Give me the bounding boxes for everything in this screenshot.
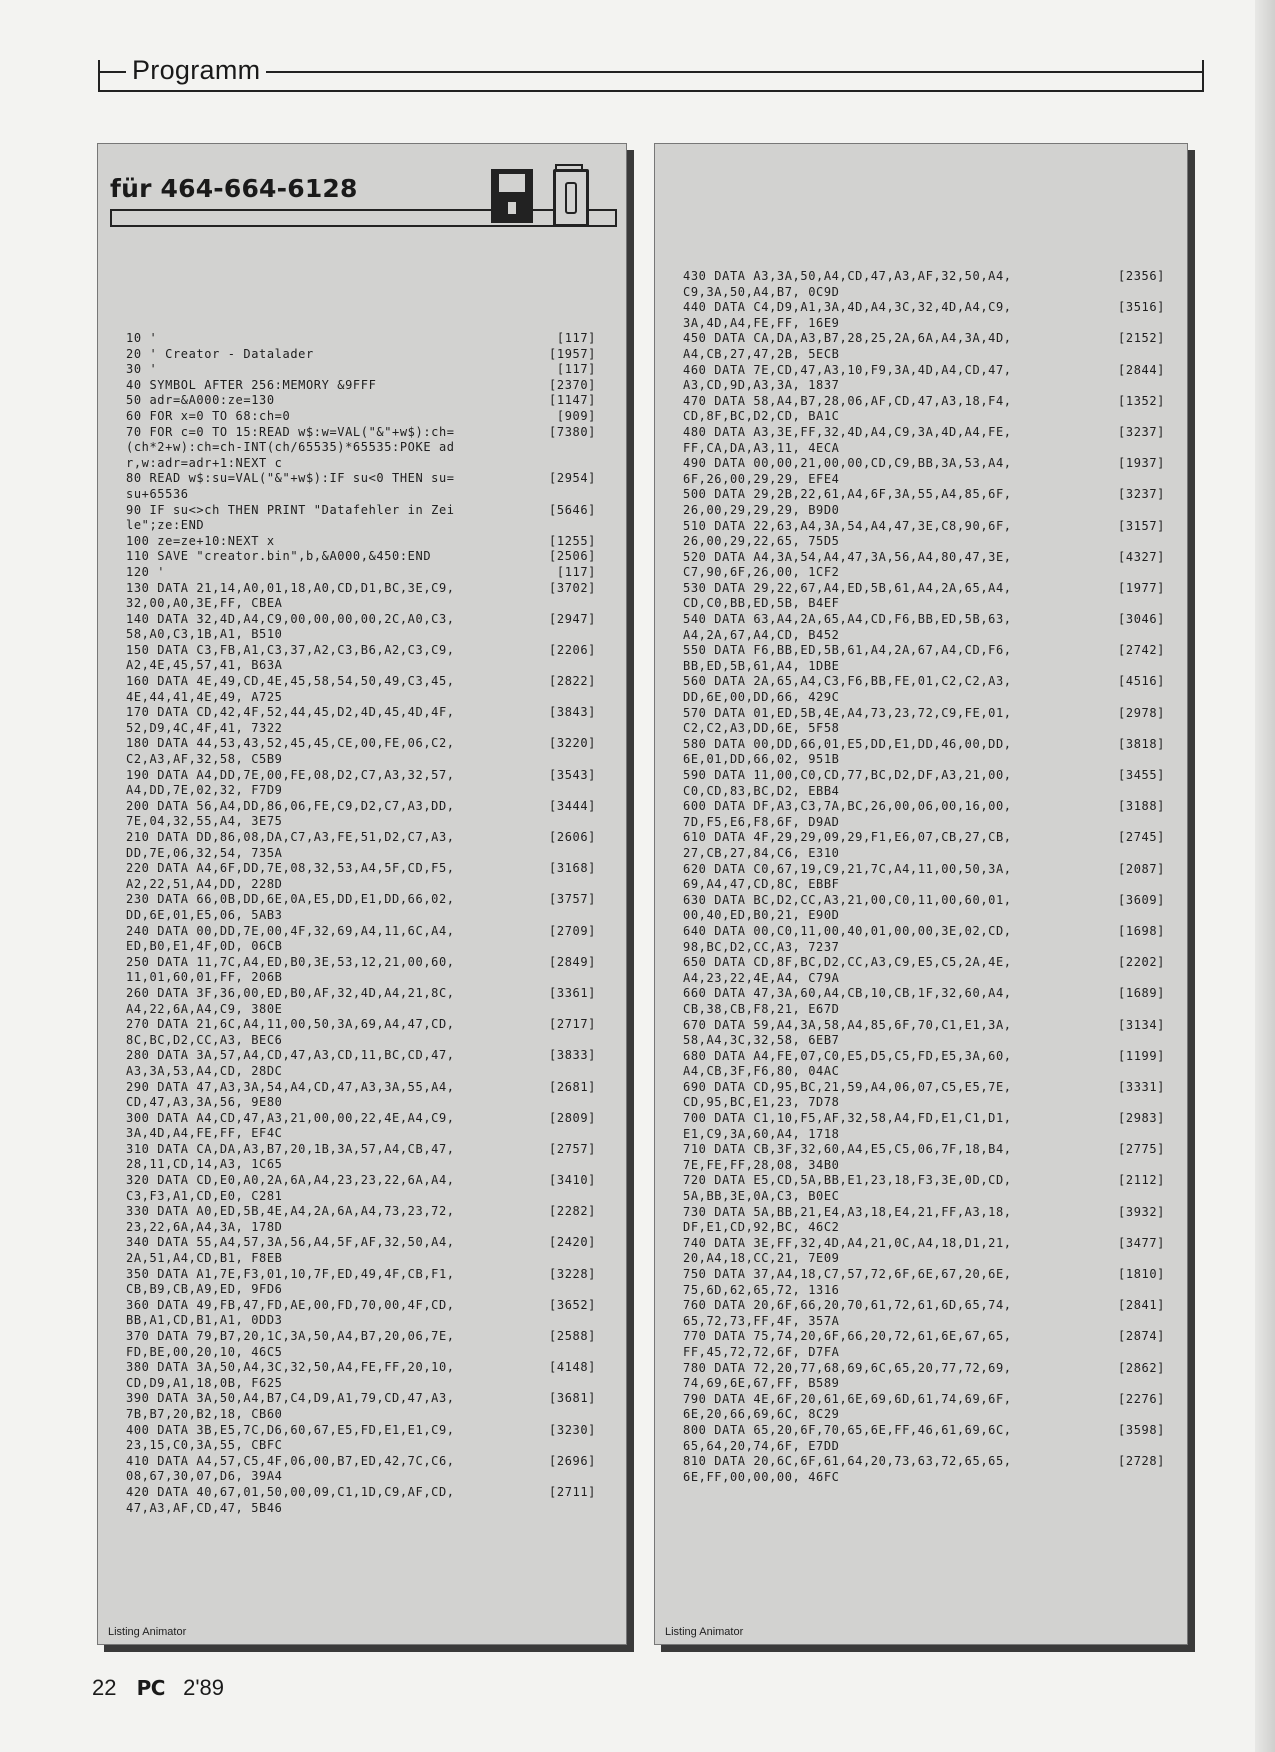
listing-checksum: [2822] [549, 674, 596, 689]
listing-checksum: [2356] [1118, 269, 1165, 283]
listing-code: 470 DATA 58,A4,B7,28,06,AF,CD,47,A3,18,F4, CD,8F,BC,D2,CD, BA1C [683, 393, 1012, 424]
title-rule [110, 209, 617, 227]
listing-code: 670 DATA 59,A4,3A,58,A4,85,6F,70,C1,E1,3A, 58,A4,3C,32,58, 6EB7 [683, 1017, 1012, 1048]
listing-line [126, 549, 596, 565]
listing-checksum: [7380] [549, 424, 596, 439]
listing-line [126, 1048, 596, 1079]
listing-checksum: [2983] [1118, 1111, 1165, 1126]
listing-line [126, 1142, 596, 1173]
listing-code: 100 ze=ze+10:NEXT x [126, 533, 275, 548]
listing-checksum: [909] [556, 408, 596, 423]
listing-checksum: [1147] [549, 393, 596, 408]
listing-code: 120 ' [126, 564, 166, 579]
listing-checksum: [3237] [1118, 424, 1165, 439]
listing-checksum: [3410] [549, 1173, 596, 1188]
listing-checksum: [1352] [1118, 393, 1165, 408]
listing-line [126, 768, 596, 799]
listing-checksum: [2978] [1118, 705, 1165, 720]
listing-line [126, 565, 596, 581]
listing-code: 130 DATA 21,14,A0,01,18,A0,CD,D1,BC,3E,C9, 32,00,A0,3E,FF, CBEA [126, 580, 455, 611]
listing-checksum: [2370] [549, 377, 596, 392]
listing-checksum: [3932] [1118, 1204, 1165, 1219]
listing-line [683, 269, 1165, 300]
listing-line [683, 1049, 1165, 1080]
listing-checksum: [1255] [549, 533, 596, 548]
listing-checksum: [2282] [549, 1204, 596, 1219]
listing-line [683, 363, 1165, 394]
listing-line [683, 1080, 1165, 1111]
listing-code: 490 DATA 00,00,21,00,00,CD,C9,BB,3A,53,A4, 6F,26,00,29,29, EFE4 [683, 456, 1012, 486]
listing-checksum: [3361] [549, 985, 596, 1000]
listing-line [683, 799, 1165, 830]
listing-line [683, 893, 1165, 924]
listing-checksum: [3455] [1118, 768, 1165, 782]
listing-code: 150 DATA C3,FB,A1,C3,37,A2,C3,B6,A2,C3,C9, A2,4E,45,57,41, B63A [126, 642, 455, 673]
listing-line [683, 1142, 1165, 1173]
listing-code: 530 DATA 29,22,67,A4,ED,5B,61,A4,2A,65,A4, CD,C0,BB,ED,5B, B4EF [683, 580, 1012, 611]
listing-checksum: [2745] [1118, 830, 1165, 845]
listing-checksum: [3230] [549, 1422, 596, 1437]
listing-checksum: [4327] [1118, 549, 1165, 564]
listing-code: 520 DATA A4,3A,54,A4,47,3A,56,A4,80,47,3E, C7,90,6F,26,00, 1CF2 [683, 549, 1012, 580]
listing-checksum: [4516] [1118, 674, 1165, 689]
listing-line [126, 1111, 596, 1142]
listing-code: 550 DATA F6,BB,ED,5B,61,A4,2A,67,A4,CD,F6, BB,ED,5B,61,A4, 1DBE [683, 643, 1012, 673]
listing-checksum: [2506] [549, 549, 596, 564]
listing-code: 600 DATA DF,A3,C3,7A,BC,26,00,06,00,16,00, 7D,F5,E6,F8,6F, D9AD [683, 799, 1012, 829]
listing-code: 270 DATA 21,6C,A4,11,00,50,3A,69,A4,47,CD, 8C,BC,D2,CC,A3, BEC6 [126, 1017, 455, 1047]
listing-code: 500 DATA 29,2B,22,61,A4,6F,3A,55,A4,85,6F, 26,00,29,29,29, B9D0 [683, 487, 1012, 517]
listing-line [126, 643, 596, 674]
listing-line [683, 1329, 1165, 1360]
listing-line [126, 1173, 596, 1204]
listing-checksum: [3228] [549, 1266, 596, 1281]
listing-code: 140 DATA 32,4D,A4,C9,00,00,00,00,2C,A0,C3, 58,A0,C3,1B,A1, B510 [126, 611, 455, 642]
listing-line [683, 331, 1165, 362]
listing-checksum: [1957] [549, 346, 596, 361]
listing-code: 630 DATA BC,D2,CC,A3,21,00,C0,11,00,60,01, 00,40,ED,B0,21, E90D [683, 892, 1012, 923]
listing-code: 410 DATA A4,57,C5,4F,06,00,B7,ED,42,7C,C6, 08,67,30,07,D6, 39A4 [126, 1453, 455, 1484]
listing-checksum: [2809] [549, 1110, 596, 1125]
listing-code: 440 DATA C4,D9,A1,3A,4D,A4,3C,32,4D,A4,C9, 3A,4D,A4,FE,FF, 16E9 [683, 300, 1012, 330]
listing-checksum: [3652] [549, 1297, 596, 1312]
listing-checksum: [2152] [1118, 331, 1165, 346]
listing-code: 380 DATA 3A,50,A4,3C,32,50,A4,FE,FF,20,10, CD,D9,A1,18,0B, F625 [126, 1360, 455, 1390]
listing-checksum: [3046] [1118, 612, 1165, 627]
listing-code: 360 DATA 49,FB,47,FD,AE,00,FD,70,00,4F,CD, BB,A1,CD,B1,A1, 0DD3 [126, 1297, 455, 1328]
listing-line [126, 393, 596, 409]
listing-line [126, 331, 596, 347]
listing-line [126, 892, 596, 923]
listing-checksum: [2841] [1118, 1298, 1165, 1313]
listing-code: 800 DATA 65,20,6F,70,65,6E,FF,46,61,69,6C, 65,64,20,74,6F, E7DD [683, 1422, 1012, 1453]
listing-checksum: [1937] [1118, 456, 1165, 471]
listing-code: 60 FOR x=0 TO 68:ch=0 [126, 408, 291, 423]
listing-code: 50 adr=&A000:ze=130 [126, 393, 275, 408]
listing-code: 730 DATA 5A,BB,21,E4,A3,18,E4,21,FF,A3,18, DF,E1,CD,92,BC, 46C2 [683, 1204, 1012, 1235]
listing-code: 300 DATA A4,CD,47,A3,21,00,00,22,4E,A4,C9, 3A,4D,A4,FE,FF, EF4C [126, 1110, 455, 1141]
listing-checksum: [2709] [549, 923, 596, 938]
listing-checksum: [2717] [549, 1017, 596, 1032]
magazine-logo: PC [136, 1676, 165, 1700]
listing-code: 220 DATA A4,6F,DD,7E,08,32,53,A4,5F,CD,F5, A2,22,51,A4,DD, 228D [126, 861, 455, 891]
listing-line [683, 456, 1165, 487]
listing-line [683, 394, 1165, 425]
listing-checksum: [2849] [549, 954, 596, 969]
listing-code: 90 IF su<>ch THEN PRINT "Datafehler in Zei le";ze:END [126, 502, 455, 533]
listing-checksum: [117] [556, 331, 596, 345]
listing-line [683, 1018, 1165, 1049]
listing-code: 770 DATA 75,74,20,6F,66,20,72,61,6E,67,65, FF,45,72,72,6F, D7FA [683, 1329, 1012, 1359]
listing-line [683, 706, 1165, 737]
listing-checksum: [2588] [549, 1329, 596, 1343]
listing-code: 610 DATA 4F,29,29,09,29,F1,E6,07,CB,27,CB, 27,CB,27,84,C6, E310 [683, 830, 1012, 860]
listing-line [683, 1173, 1165, 1204]
listing-checksum: [3681] [549, 1391, 596, 1406]
listing-checksum: [3444] [549, 798, 596, 813]
listing-line [126, 705, 596, 736]
listing-checksum: [5646] [549, 502, 596, 517]
listing-line [126, 1454, 596, 1485]
listing-line [683, 830, 1165, 861]
listing-checksum: [3237] [1118, 487, 1165, 502]
listing-code: 160 DATA 4E,49,CD,4E,45,58,54,50,49,C3,45, 4E,44,41,4E,49, A725 [126, 674, 455, 704]
listing-line [126, 534, 596, 550]
listing-line [126, 861, 596, 892]
listing-code: 180 DATA 44,53,43,52,45,45,CE,00,FE,06,C2, C2,A3,AF,32,58, C5B9 [126, 736, 455, 767]
listing-line [683, 643, 1165, 674]
page-edge [1255, 0, 1275, 1752]
listing-checksum: [3188] [1118, 799, 1165, 814]
listing-code: 560 DATA 2A,65,A4,C3,F6,BB,FE,01,C2,C2,A3, DD,6E,00,DD,66, 429C [683, 674, 1012, 705]
listing-code: 650 DATA CD,8F,BC,D2,CC,A3,C9,E5,C5,2A,4E, A4,23,22,4E,A4, C79A [683, 955, 1012, 985]
listing-checksum: [2775] [1118, 1142, 1165, 1157]
listing-line [683, 550, 1165, 581]
listing-line [126, 1329, 596, 1360]
listing-checksum: [4148] [549, 1360, 596, 1375]
listing-line [683, 986, 1165, 1017]
listing-code: 590 DATA 11,00,C0,CD,77,BC,D2,DF,A3,21,00, C0,CD,83,BC,D2, EBB4 [683, 768, 1012, 798]
listing-code: 760 DATA 20,6F,66,20,70,61,72,61,6D,65,74, 65,72,73,FF,4F, 357A [683, 1298, 1012, 1328]
listing-line [126, 471, 596, 502]
listing-line [126, 799, 596, 830]
page-number: 22 [92, 1675, 117, 1700]
listing-checksum: [2711] [549, 1484, 596, 1499]
listing-code: 810 DATA 20,6C,6F,61,64,20,73,63,72,65,65, 6E,FF,00,00,00, 46FC [683, 1454, 1012, 1484]
listing-code: 620 DATA C0,67,19,C9,21,7C,A4,11,00,50,3A, 69,A4,47,CD,8C, EBBF [683, 861, 1012, 892]
listing-code: 720 DATA E5,CD,5A,BB,E1,23,18,F3,3E,0D,CD, 5A,BB,3E,0A,C3, B0EC [683, 1173, 1012, 1204]
listing-line [126, 581, 596, 612]
listing-code: 400 DATA 3B,E5,7C,D6,60,67,E5,FD,E1,E1,C9, 23,15,C0,3A,55, CBFC [126, 1422, 455, 1453]
floppy-disk-icon [491, 169, 533, 223]
listing-code: 570 DATA 01,ED,5B,4E,A4,73,23,72,C9,FE,01, C2,C2,A3,DD,6E, 5F58 [683, 705, 1012, 736]
listing-code: 750 DATA 37,A4,18,C7,57,72,6F,6E,67,20,6E, 75,6D,62,65,72, 1316 [683, 1267, 1012, 1297]
listing-checksum: [3134] [1118, 1017, 1165, 1032]
issue-label: 2'89 [183, 1675, 224, 1700]
page-footer [92, 1675, 224, 1701]
listing-code: 30 ' [126, 362, 158, 377]
listing-line [683, 1361, 1165, 1392]
listing-checksum: [3843] [549, 705, 596, 720]
listing-checksum: [3543] [549, 767, 596, 782]
listing-line [126, 1423, 596, 1454]
listing-checksum: [3818] [1118, 736, 1165, 751]
listing-line [126, 612, 596, 643]
listing-line [683, 1454, 1165, 1485]
listing-checksum: [3168] [549, 861, 596, 876]
listing-code: 540 DATA 63,A4,2A,65,A4,CD,F6,BB,ED,5B,63, A4,2A,67,A4,CD, B452 [683, 612, 1012, 642]
listing-checksum: [2696] [549, 1453, 596, 1468]
listing-checksum: [3609] [1118, 892, 1165, 907]
listing-line [683, 1236, 1165, 1267]
listing-checksum: [2202] [1118, 955, 1165, 970]
listing-checksum: [3516] [1118, 300, 1165, 315]
listing-checksum: [117] [556, 362, 596, 377]
listing-line [126, 1235, 596, 1266]
listing-line [126, 1391, 596, 1422]
listing-line [683, 581, 1165, 612]
listing-line [126, 378, 596, 394]
listing-code: 80 READ w$:su=VAL("&"+w$):IF su<0 THEN su= su+65536 [126, 471, 455, 501]
listing-checksum: [2606] [549, 830, 596, 844]
listing-code: 320 DATA CD,E0,A0,2A,6A,A4,23,23,22,6A,A4, C3,F3,A1,CD,E0, C281 [126, 1173, 455, 1203]
listing-code: 580 DATA 00,DD,66,01,E5,DD,E1,DD,46,00,DD, 6E,01,DD,66,02, 951B [683, 736, 1012, 767]
listing-line [683, 1423, 1165, 1454]
listing-code: 690 DATA CD,95,BC,21,59,A4,06,07,C5,E5,7E, CD,95,BC,E1,23, 7D78 [683, 1079, 1012, 1110]
listing-checksum: [1199] [1118, 1048, 1165, 1063]
listing-checksum: [1689] [1118, 986, 1165, 1001]
listing-line [126, 503, 596, 534]
listing-checksum: [1810] [1118, 1267, 1165, 1281]
listing-line [126, 1017, 596, 1048]
listing-code: 780 DATA 72,20,77,68,69,6C,65,20,77,72,69, 74,69,6E,67,FF, B589 [683, 1360, 1012, 1391]
platform-title: für 464-664-6128 [110, 174, 358, 203]
listing-line [683, 924, 1165, 955]
listing-checksum: [2087] [1118, 861, 1165, 876]
listing-line [126, 1485, 596, 1516]
listing-checksum: [2112] [1118, 1173, 1165, 1188]
listing-checksum: [2276] [1118, 1391, 1165, 1406]
listing-checksum: [3598] [1118, 1422, 1165, 1437]
listing-code: 210 DATA DD,86,08,DA,C7,A3,FE,51,D2,C7,A3, DD,7E,06,32,54, 735A [126, 830, 455, 860]
listing-right [683, 269, 1165, 1485]
listing-line [126, 736, 596, 767]
listing-checksum: [2681] [549, 1079, 596, 1094]
listing-code: 20 ' Creator - Datalader [126, 346, 314, 361]
listing-line [683, 487, 1165, 518]
listing-line [683, 1111, 1165, 1142]
listing-code: 170 DATA CD,42,4F,52,44,45,D2,4D,45,4D,4F, 52,D9,4C,4F,41, 7322 [126, 705, 455, 735]
listing-code: 330 DATA A0,ED,5B,4E,A4,2A,6A,A4,73,23,72, 23,22,6A,A4,3A, 178D [126, 1204, 455, 1234]
listing-code: 40 SYMBOL AFTER 256:MEMORY &9FFF [126, 377, 377, 392]
listing-code: 10 ' [126, 331, 158, 345]
listing-checksum: [3757] [549, 892, 596, 907]
listing-line [126, 347, 596, 363]
listing-code: 190 DATA A4,DD,7E,00,FE,08,D2,C7,A3,32,57, A4,DD,7E,02,32, F7D9 [126, 767, 455, 798]
section-header-title: Programm [126, 55, 266, 86]
listing-line [683, 1298, 1165, 1329]
listing-checksum: [2757] [549, 1141, 596, 1156]
panel-footer-left: Listing Animator [108, 1626, 187, 1638]
listing-code: 460 DATA 7E,CD,47,A3,10,F9,3A,4D,A4,CD,47, A3,CD,9D,A3,3A, 1837 [683, 362, 1012, 393]
panel-footer-right: Listing Animator [665, 1626, 744, 1638]
listing-code: 250 DATA 11,7C,A4,ED,B0,3E,53,12,21,00,60, 11,01,60,01,FF, 206B [126, 954, 455, 985]
listing-line [126, 1298, 596, 1329]
listing-line [126, 986, 596, 1017]
listing-code: 310 DATA CA,DA,A3,B7,20,1B,3A,57,A4,CB,47, 28,11,CD,14,A3, 1C65 [126, 1141, 455, 1172]
listing-line [126, 830, 596, 861]
listing-checksum: [3220] [549, 736, 596, 751]
section-header [98, 55, 1204, 92]
listing-code: 390 DATA 3A,50,A4,B7,C4,D9,A1,79,CD,47,A3, 7B,B7,20,B2,18, CB60 [126, 1391, 455, 1421]
listing-code: 260 DATA 3F,36,00,ED,B0,AF,32,4D,A4,21,8C, A4,22,6A,A4,C9, 380E [126, 985, 455, 1016]
listing-line [683, 612, 1165, 643]
listing-code: 430 DATA A3,3A,50,A4,CD,47,A3,AF,32,50,A4, C9,3A,50,A4,B7, 0C9D [683, 269, 1012, 299]
listing-checksum: [1977] [1118, 580, 1165, 595]
listing-left [126, 331, 596, 1516]
listing-code: 710 DATA CB,3F,32,60,A4,E5,C5,06,7F,18,B4, 7E,FE,FF,28,08, 34B0 [683, 1142, 1012, 1172]
listing-code: 450 DATA CA,DA,A3,B7,28,25,2A,6A,A4,3A,4D, A4,CB,27,47,2B, 5ECB [683, 331, 1012, 361]
listing-checksum: [2947] [549, 611, 596, 626]
listing-line [683, 737, 1165, 768]
listing-checksum: [2862] [1118, 1360, 1165, 1375]
listing-code: 370 DATA 79,B7,20,1C,3A,50,A4,B7,20,06,7E, FD,BE,00,20,10, 46C5 [126, 1329, 455, 1359]
listing-checksum: [3833] [549, 1048, 596, 1063]
cassette-icon [553, 169, 589, 227]
listing-checksum: [1698] [1118, 923, 1165, 938]
listing-line [126, 924, 596, 955]
listing-checksum: [2844] [1118, 362, 1165, 377]
listing-checksum: [2728] [1118, 1454, 1165, 1469]
listing-line [683, 1267, 1165, 1298]
listing-checksum: [2954] [549, 471, 596, 486]
listing-line [683, 1205, 1165, 1236]
listing-code: 420 DATA 40,67,01,50,00,09,C1,1D,C9,AF,CD, 47,A3,AF,CD,47, 5B46 [126, 1484, 455, 1515]
listing-line [683, 862, 1165, 893]
listing-checksum: [2206] [549, 642, 596, 657]
listing-line [683, 300, 1165, 331]
listing-checksum: [2874] [1118, 1329, 1165, 1344]
listing-code: 280 DATA 3A,57,A4,CD,47,A3,CD,11,BC,CD,47, A3,3A,53,A4,CD, 28DC [126, 1048, 455, 1078]
listing-checksum: [3477] [1118, 1235, 1165, 1250]
listing-code: 350 DATA A1,7E,F3,01,10,7F,ED,49,4F,CB,F1, CB,B9,CB,A9,ED, 9FD6 [126, 1266, 455, 1297]
listing-code: 660 DATA 47,3A,60,A4,CB,10,CB,1F,32,60,A4, CB,38,CB,F8,21, E67D [683, 986, 1012, 1016]
listing-line [126, 1267, 596, 1298]
listing-line [126, 1204, 596, 1235]
listing-code: 110 SAVE "creator.bin",b,&A000,&450:END [126, 549, 432, 564]
listing-checksum: [3331] [1118, 1079, 1165, 1094]
listing-line [126, 955, 596, 986]
listing-line [683, 674, 1165, 705]
listing-checksum: [2742] [1118, 643, 1165, 658]
listing-code: 790 DATA 4E,6F,20,61,6E,69,6D,61,74,69,6F, 6E,20,66,69,6C, 8C29 [683, 1391, 1012, 1422]
listing-line [126, 1080, 596, 1111]
listing-panel-left [97, 143, 627, 1645]
listing-code: 480 DATA A3,3E,FF,32,4D,A4,C9,3A,4D,A4,FE, FF,CA,DA,A3,11, 4ECA [683, 424, 1012, 455]
listing-code: 70 FOR c=0 TO 15:READ w$:w=VAL("&"+w$):ch= (ch*2+w):ch=ch-INT(ch/65535)*65535:POKE ad r,w:adr=adr+1:NEXT c [126, 424, 455, 470]
listing-code: 680 DATA A4,FE,07,C0,E5,D5,C5,FD,E5,3A,60, A4,CB,3F,F6,80, 04AC [683, 1048, 1012, 1079]
listing-line [683, 768, 1165, 799]
listing-line [683, 425, 1165, 456]
listing-code: 200 DATA 56,A4,DD,86,06,FE,C9,D2,C7,A3,DD, 7E,04,32,55,A4, 3E75 [126, 798, 455, 829]
listing-line [126, 674, 596, 705]
listing-checksum: [2420] [549, 1235, 596, 1250]
listing-code: 740 DATA 3E,FF,32,4D,A4,21,0C,A4,18,D1,21, 20,A4,18,CC,21, 7E09 [683, 1235, 1012, 1266]
listing-code: 510 DATA 22,63,A4,3A,54,A4,47,3E,C8,90,6F, 26,00,29,22,65, 75D5 [683, 518, 1012, 549]
listing-code: 290 DATA 47,A3,3A,54,A4,CD,47,A3,3A,55,A4, CD,47,A3,3A,56, 9E80 [126, 1079, 455, 1110]
listing-code: 640 DATA 00,C0,11,00,40,01,00,00,3E,02,CD, 98,BC,D2,CC,A3, 7237 [683, 923, 1012, 954]
listing-line [126, 425, 596, 472]
listing-line [683, 1392, 1165, 1423]
listing-checksum: [117] [556, 564, 596, 579]
listing-checksum: [3157] [1118, 518, 1165, 533]
listing-panel-right [654, 143, 1188, 1645]
listing-line [683, 519, 1165, 550]
listing-line [126, 362, 596, 378]
listing-code: 240 DATA 00,DD,7E,00,4F,32,69,A4,11,6C,A4, ED,B0,E1,4F,0D, 06CB [126, 923, 455, 954]
listing-line [126, 1360, 596, 1391]
listing-code: 340 DATA 55,A4,57,3A,56,A4,5F,AF,32,50,A4, 2A,51,A4,CD,B1, F8EB [126, 1235, 455, 1266]
listing-code: 230 DATA 66,0B,DD,6E,0A,E5,DD,E1,DD,66,02, DD,6E,01,E5,06, 5AB3 [126, 892, 455, 922]
listing-line [683, 955, 1165, 986]
listing-checksum: [3702] [549, 580, 596, 595]
listing-line [126, 409, 596, 425]
listing-code: 700 DATA C1,10,F5,AF,32,58,A4,FD,E1,C1,D1, E1,C9,3A,60,A4, 1718 [683, 1111, 1012, 1141]
